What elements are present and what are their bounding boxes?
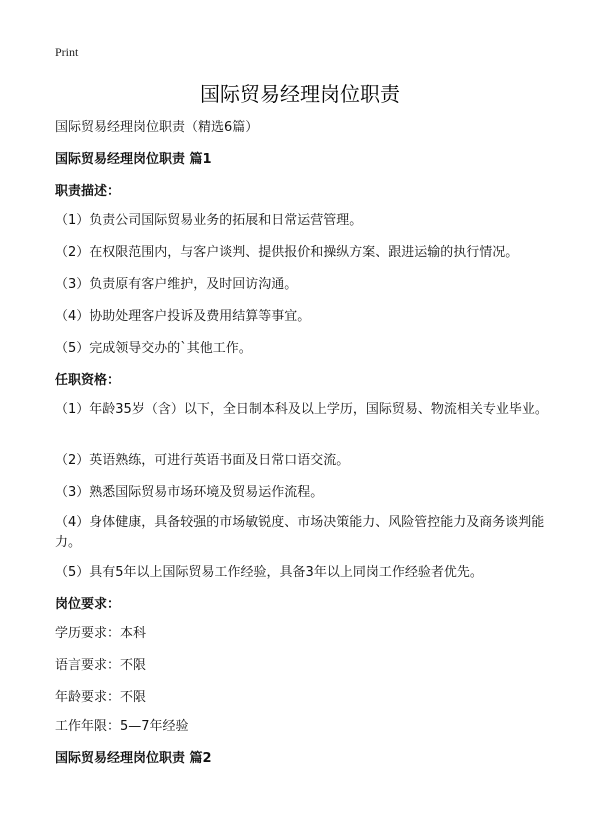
qualification-item: （1）年龄35岁（含）以下，全日制本科及以上学历，国际贸易、物流相关专业毕业。: [55, 402, 548, 417]
print-label[interactable]: Print: [55, 45, 79, 59]
requirement-item: 年龄要求：不限: [55, 690, 147, 705]
qualification-item: （2）英语熟练，可进行英语书面及日常口语交流。: [55, 453, 350, 468]
duty-item: （5）完成领导交办的`其他工作。: [55, 341, 252, 356]
duties-heading: 职责描述：: [55, 184, 121, 199]
duty-item: （3）负责原有客户维护，及时回访沟通。: [55, 277, 298, 292]
section2-heading: 国际贸易经理岗位职责 篇2: [55, 751, 212, 766]
qualification-item: （5）具有5年以上国际贸易工作经验，具备3年以上同岗工作经验者优先。: [55, 565, 483, 580]
requirements-heading: 岗位要求：: [55, 597, 121, 612]
section1-heading: 国际贸易经理岗位职责 篇1: [55, 152, 212, 167]
qualification-item: （3）熟悉国际贸易市场环境及贸易运作流程。: [55, 485, 324, 500]
duty-item: （4）协助处理客户投诉及费用结算等事宜。: [55, 309, 311, 324]
requirement-item: 语言要求：不限: [55, 658, 147, 673]
duty-item: （1）负责公司国际贸易业务的拓展和日常运营管理。: [55, 213, 363, 228]
page-title: 国际贸易经理岗位职责: [200, 82, 400, 106]
subtitle: 国际贸易经理岗位职责（精选6篇）: [55, 120, 259, 135]
duty-item: （2）在权限范围内，与客户谈判、提供报价和操纵方案、跟进运输的执行情况。: [55, 245, 519, 260]
requirement-item: 学历要求：本科: [55, 626, 147, 641]
qualifications-heading: 任职资格：: [55, 373, 121, 388]
requirement-item: 工作年限：5—7年经验: [55, 719, 189, 734]
qualification-item: （4）身体健康，具备较强的市场敏锐度、市场决策能力、风险管控能力及商务谈判能力。: [55, 515, 545, 550]
